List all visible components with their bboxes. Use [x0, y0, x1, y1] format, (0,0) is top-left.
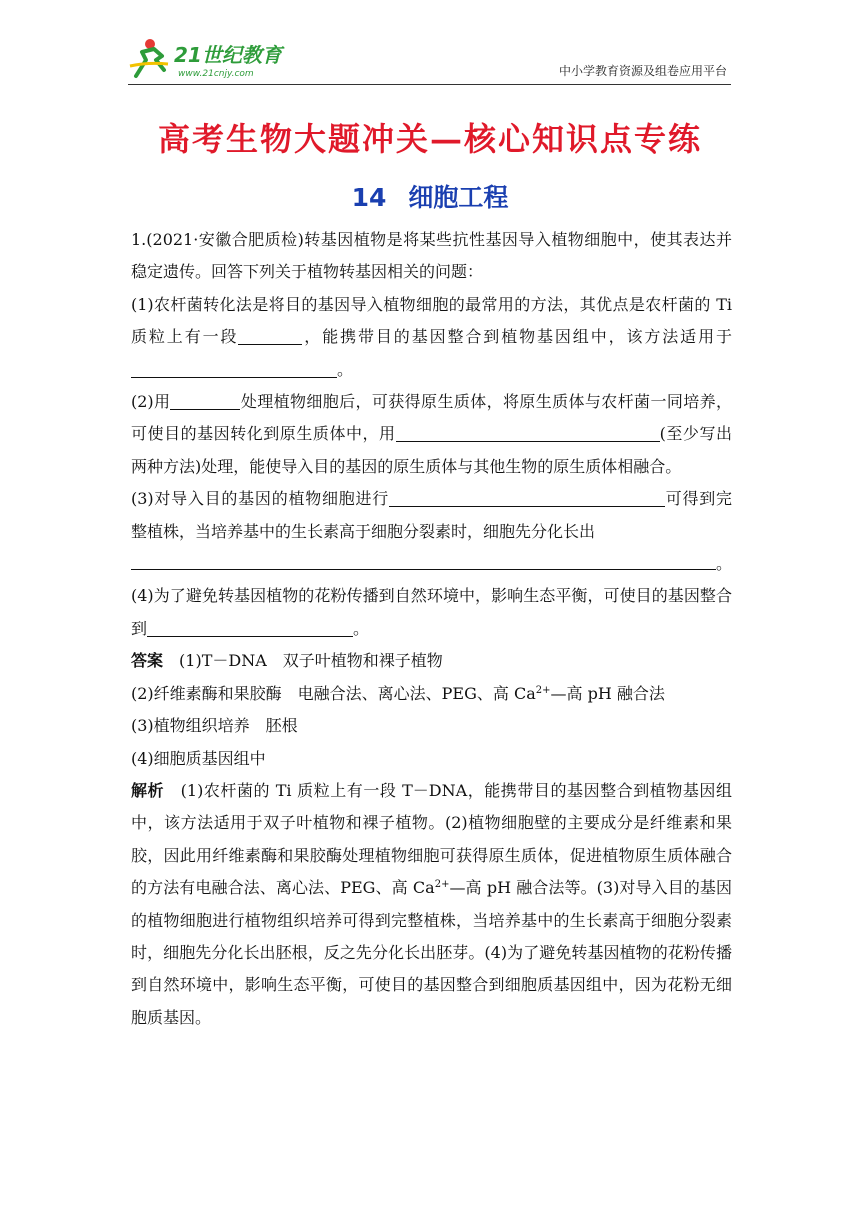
answer-blank[interactable] [131, 361, 337, 378]
logo-text: 21世纪教育 [174, 43, 282, 67]
question-part-4: (4)为了避免转基因植物的花粉传播到自然环境中，影响生态平衡，可使目的基因整合到 。 [131, 586, 732, 638]
page-header [128, 34, 731, 85]
section-name: 细胞工程 [408, 183, 509, 212]
answer-blank[interactable] [396, 425, 660, 442]
section-title [0, 178, 860, 214]
answer-blank[interactable] [131, 548, 716, 570]
question-part-2: (2)用 处理植物细胞后，可获得原生质体，将原生质体与农杆菌一同培养，可使目的基因转化到原生质体中，用 (至少写出两种方法)处理，能使导入目的基因的原生质体与其他生物的原生质体相融合。 [131, 392, 732, 476]
question-content [131, 224, 732, 1034]
answer-line-2: (2)纤维素酶和果胶酶 电融合法、离心法、PEG、高 $Ca^{2+}—$高 pH 融合法 [131, 683, 665, 703]
answer-line: 。 [131, 548, 732, 580]
question-part-1: (1)农杆菌转化法是将目的基因导入植物细胞的最常用的方法，其优点是农杆菌的 Ti 质粒上有一段 ，能携带目的基因整合到植物基因组中，该方法适用于。 [131, 294, 732, 379]
analysis-label: 解析 [131, 780, 165, 800]
answer-blank[interactable] [147, 620, 353, 637]
answer-blank[interactable] [170, 393, 240, 410]
answer-blank[interactable] [389, 490, 665, 507]
analysis-paragraph: 解析 (1)农杆菌的 Ti 质粒上有一段 T－DNA，能携带目的基因整合到植物基因组中，该方法适用于双子叶植物和裸子植物。(2)植物细胞壁的主要成分是纤维素和果胶，因此用纤维素酶和果胶酶处理植物细胞可获得原生质体，促进植物原生质体融合的方法有电融合法、离心法、PEG、高 $Ca^{2+}—$高 pH 融合法等。(3)对导入目的基因的植物细胞进行植物组织培养可得到完整植株，当培养基中的生长素高于细胞分裂素时，细胞先分化长出胚根，反之先分化长出胚芽。(4)为了避免转基因植物的花粉传播到自然环境中，影响生态平衡，可使目的基因整合到细胞质基因组中，因为花粉无细胞质基因。 [131, 780, 732, 1027]
answer-line-4: (4)细胞质基因组中 [131, 748, 266, 768]
header-tagline: 中小学教育资源及组卷应用平台 [558, 64, 727, 78]
answer-line-3: (3)植物组织培养 胚根 [131, 716, 298, 736]
answer-label: 答案 [131, 651, 164, 671]
logo-url: www.21cnjy.com [178, 69, 254, 79]
logo [128, 36, 303, 80]
answer-line-1: 答案 (1)T－DNA 双子叶植物和裸子植物 [131, 651, 443, 671]
question-intro: 1.(2021·安徽合肥质检)转基因植物是将某些抗性基因导入植物细胞中，使其表达并稳定遗传。回答下列关于植物转基因相关的问题： [131, 230, 732, 282]
answer-blank[interactable] [238, 328, 302, 345]
page-title: 高考生物大题冲关—核心知识点专练 [157, 120, 702, 158]
question-part-3: (3)对导入目的基因的植物细胞进行 可得到完整植株，当培养基中的生长素高于细胞分裂素时，细胞先分化长出 [131, 489, 732, 541]
section-number: 14 [351, 183, 387, 212]
